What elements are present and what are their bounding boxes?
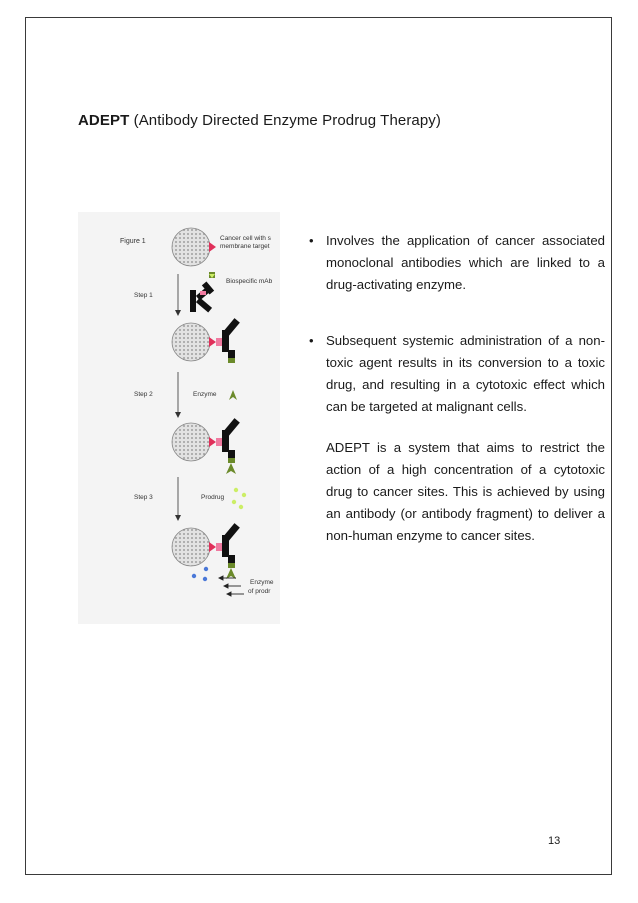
bullet-item-1 (309, 230, 605, 296)
page-number: 13 (548, 835, 561, 847)
active-drug-dots (192, 567, 208, 581)
prodrug-dots (232, 488, 246, 509)
adept-paragraph: ADEPT is a system that aims to restrict the action of a high concentration of a cytotoxic drug to cancer sites. This is achieved by using an antibody (or antibody fragment) to deliver a non-human enzyme to cancer sites. (326, 440, 605, 543)
action-label-line2: of prodr (248, 588, 271, 595)
bullet-dot-icon: • (309, 333, 314, 348)
bullet-list (309, 230, 605, 547)
page-title (78, 112, 441, 129)
cancer-cell-2 (172, 323, 210, 361)
membrane-target-1 (209, 242, 216, 252)
action-label-line1: Enzyme (250, 579, 274, 586)
cancer-cell-3 (172, 423, 210, 461)
mab-label: Biospecific mAb (226, 278, 273, 285)
cell-label-line2: membrane target (220, 243, 270, 250)
adept-diagram-svg (78, 212, 280, 624)
step1-label: Step 1 (134, 292, 153, 299)
figure-label: Figure 1 (120, 238, 146, 245)
bullet-text-1: Involves the application of cancer associated monoclonal antibodies which are linked to a drug-activating enzyme. (326, 233, 605, 292)
title-acronym: ADEPT (78, 112, 130, 129)
free-antibody (190, 272, 215, 312)
figure-adept-diagram (78, 212, 280, 624)
bullet-text-2: Subsequent systemic administration of a non-toxic agent results in its conversion to a toxic drug, and resulting in a cytotoxic effect which can be targeted at malignant cells. (326, 333, 605, 414)
step3-label: Step 3 (134, 494, 153, 501)
cancer-cell-4 (172, 528, 210, 566)
bullet-item-2 (309, 330, 605, 418)
bullet-dot-icon: • (309, 233, 314, 248)
cell-label-line1: Cancer cell with s (220, 235, 271, 242)
prodrug-label: Prodrug (201, 494, 225, 501)
enzyme-label: Enzyme (193, 391, 217, 398)
title-expansion: (Antibody Directed Enzyme Prodrug Therapy) (129, 112, 442, 129)
enzyme-glyph (229, 390, 237, 400)
prodrug-arrows (219, 576, 244, 596)
step2-label: Step 2 (134, 391, 153, 398)
cancer-cell-1 (172, 228, 210, 266)
